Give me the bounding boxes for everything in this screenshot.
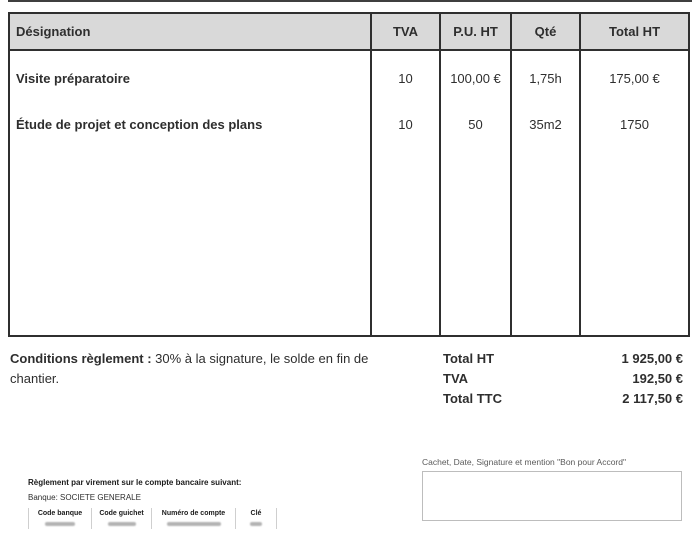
payment-conditions	[10, 349, 396, 389]
bank-header-code-banque: Code banque	[37, 510, 83, 517]
total-ttc-value: 2 117,50 €	[622, 391, 683, 406]
row2-total-ht: 1750	[620, 116, 649, 132]
bank-col-code-banque	[28, 508, 91, 529]
tva-value: 192,50 €	[632, 371, 683, 386]
column-total-ht	[581, 51, 688, 335]
row2-qte: 35m2	[529, 116, 562, 132]
col-header-designation: Désignation	[10, 14, 372, 49]
row1-designation: Visite préparatoire	[16, 70, 130, 86]
total-ht-label: Total HT	[443, 351, 495, 366]
redacted-bank-value	[250, 522, 262, 526]
row2-tva: 10	[398, 116, 413, 132]
row1-total-ht: 175,00 €	[609, 70, 660, 86]
column-designation	[10, 51, 372, 335]
items-table-header	[10, 14, 688, 51]
signature-box	[422, 471, 682, 521]
redacted-bank-value	[45, 522, 75, 526]
totals-block	[443, 349, 683, 409]
row2-designation: Étude de projet et conception des plans	[16, 116, 263, 132]
bank-account-table	[28, 508, 298, 529]
row1-pu-ht: 100,00 €	[450, 70, 501, 86]
redacted-bank-value	[167, 522, 221, 526]
bank-details-block	[28, 478, 298, 529]
tva-label: TVA	[443, 371, 469, 386]
column-qte	[512, 51, 581, 335]
bank-header-cle: Clé	[250, 510, 262, 517]
column-tva	[372, 51, 441, 335]
row1-tva: 10	[398, 70, 413, 86]
tva-row	[443, 369, 683, 389]
col-header-qte: Qté	[512, 14, 581, 49]
bank-col-cle	[235, 508, 277, 529]
top-section-edge	[8, 0, 692, 2]
col-header-tva: TVA	[372, 14, 441, 49]
total-ht-value: 1 925,00 €	[621, 351, 683, 366]
signature-instruction-label: Cachet, Date, Signature et mention "Bon pour Accord"	[422, 457, 627, 467]
redacted-bank-value	[108, 522, 136, 526]
items-table	[8, 12, 690, 337]
row2-pu-ht: 50	[468, 116, 483, 132]
payment-conditions-label: Conditions règlement :	[10, 351, 152, 366]
bank-col-code-guichet	[91, 508, 151, 529]
column-pu-ht	[441, 51, 512, 335]
bank-name-line: Banque: SOCIETE GENERALE	[28, 493, 141, 502]
col-header-total-ht: Total HT	[608, 24, 661, 39]
total-ttc-label: Total TTC	[443, 391, 502, 406]
bank-header-code-guichet: Code guichet	[99, 510, 144, 517]
bank-col-numero-compte	[151, 508, 235, 529]
col-header-pu-ht: P.U. HT	[441, 14, 512, 49]
items-table-body	[10, 51, 688, 335]
row1-qte: 1,75h	[529, 70, 562, 86]
bank-transfer-title: Règlement par virement sur le compte bancaire suivant:	[28, 478, 242, 487]
total-ht-row	[443, 349, 683, 369]
payment-conditions-text: 30% à la signature, le solde en fin de chantier.	[10, 351, 369, 386]
total-ttc-row	[443, 389, 683, 409]
bank-header-numero-compte: Numéro de compte	[161, 510, 226, 517]
